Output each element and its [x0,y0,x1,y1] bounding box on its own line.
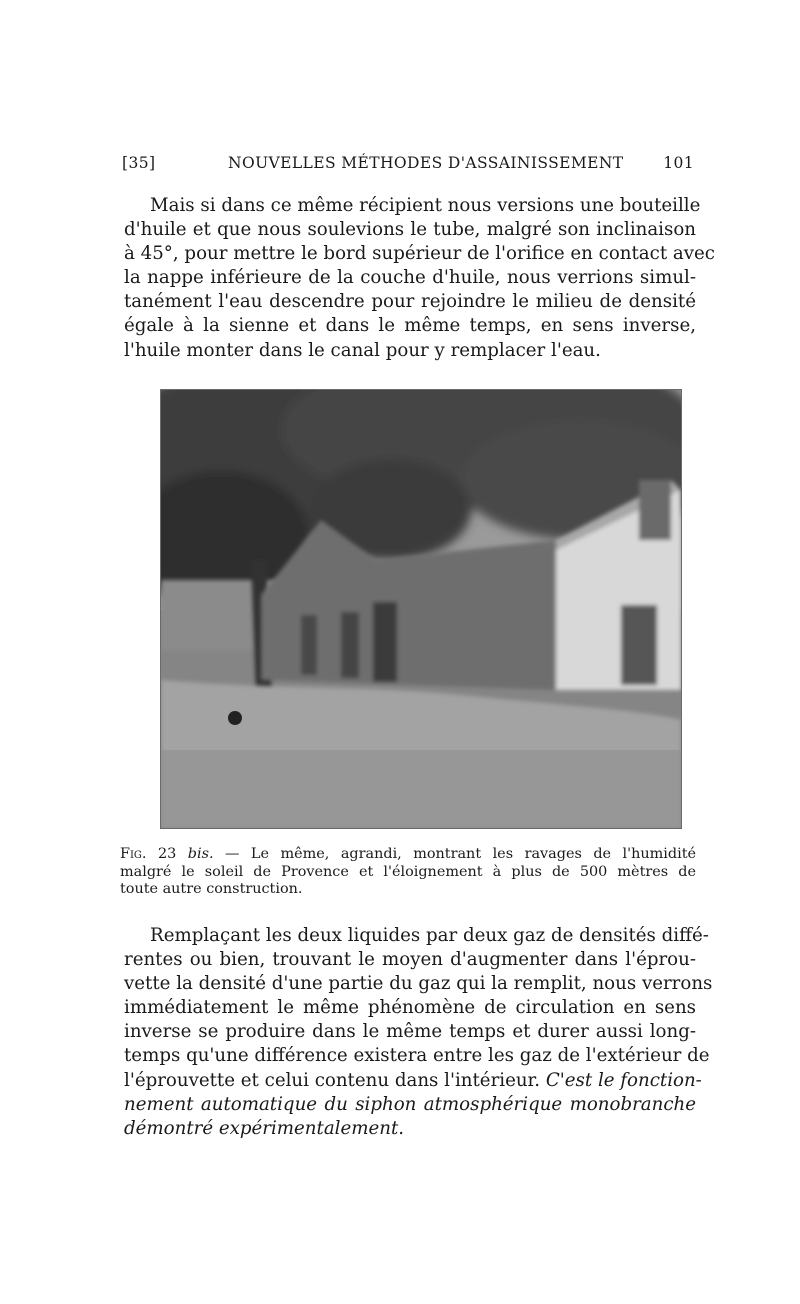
section-reference: [35] [122,154,156,172]
paragraph-2 [124,924,713,1141]
caption-figure-label: Fig. 23 [120,846,177,862]
paragraph-1-line: d'huile et que nous soulevions le tube, malgré son inclinaison [124,219,696,241]
house-photo-illustration [161,390,681,828]
figure-photograph [160,389,682,829]
paragraph-1-line: à 45°, pour mettre le bord supérieur de l'orifice en contact avec [124,243,715,265]
paragraph-2-italic-text: C'est le fonction- [545,1069,702,1091]
paragraph-1 [124,194,715,363]
page-number: 101 [663,154,694,172]
paragraph-2-line: inverse se produire dans le même temps et durer aussi long- [124,1021,696,1043]
paragraph-1-line: égale à la sienne et dans le même temps, en sens inverse, [124,315,696,337]
running-head [122,154,694,178]
paragraph-2-italic-line: démontré expérimentalement. [124,1117,405,1139]
paragraph-2-line [124,1069,702,1093]
caption-line: toute autre construction. [120,881,303,898]
caption-text: — Le même, agrandi, montrant les ravages de l'humidité [225,846,696,862]
paragraph-2-line: Remplaçant les deux liquides par deux gaz de densités diffé- [150,925,709,946]
paragraph-2-italic-line: nement automatique du siphon atmosphérique monobranche [124,1093,696,1115]
paragraph-2-line-text: l'éprouvette et celui contenu dans l'intérieur. [124,1069,541,1091]
paragraph-2-line: immédiatement le même phénomène de circulation en sens [124,997,696,1019]
caption-line: malgré le soleil de Provence et l'éloignement à plus de 500 mètres de [120,863,696,880]
paragraph-2-line: vette la densité d'une partie du gaz qui la remplit, nous verrons [124,973,713,995]
paragraph-1-line: l'huile monter dans le canal pour y remplacer l'eau. [124,339,601,361]
caption-line [120,846,696,864]
paragraph-1-line: tanément l'eau descendre pour rejoindre le milieu de densité [124,291,696,313]
running-title: NOUVELLES MÉTHODES D'ASSAINISSEMENT [228,154,624,172]
figure-caption [120,846,696,899]
paragraph-1-line: la nappe inférieure de la couche d'huile, nous verrions simul- [124,267,696,289]
paragraph-2-line: rentes ou bien, trouvant le moyen d'augmenter dans l'éprou- [124,949,696,971]
caption-figure-suffix: bis. [187,846,214,862]
paragraph-2-line: temps qu'une différence existera entre les gaz de l'extérieur de [124,1045,710,1067]
paragraph-1-line: Mais si dans ce même récipient nous versions une bouteille [150,195,701,216]
